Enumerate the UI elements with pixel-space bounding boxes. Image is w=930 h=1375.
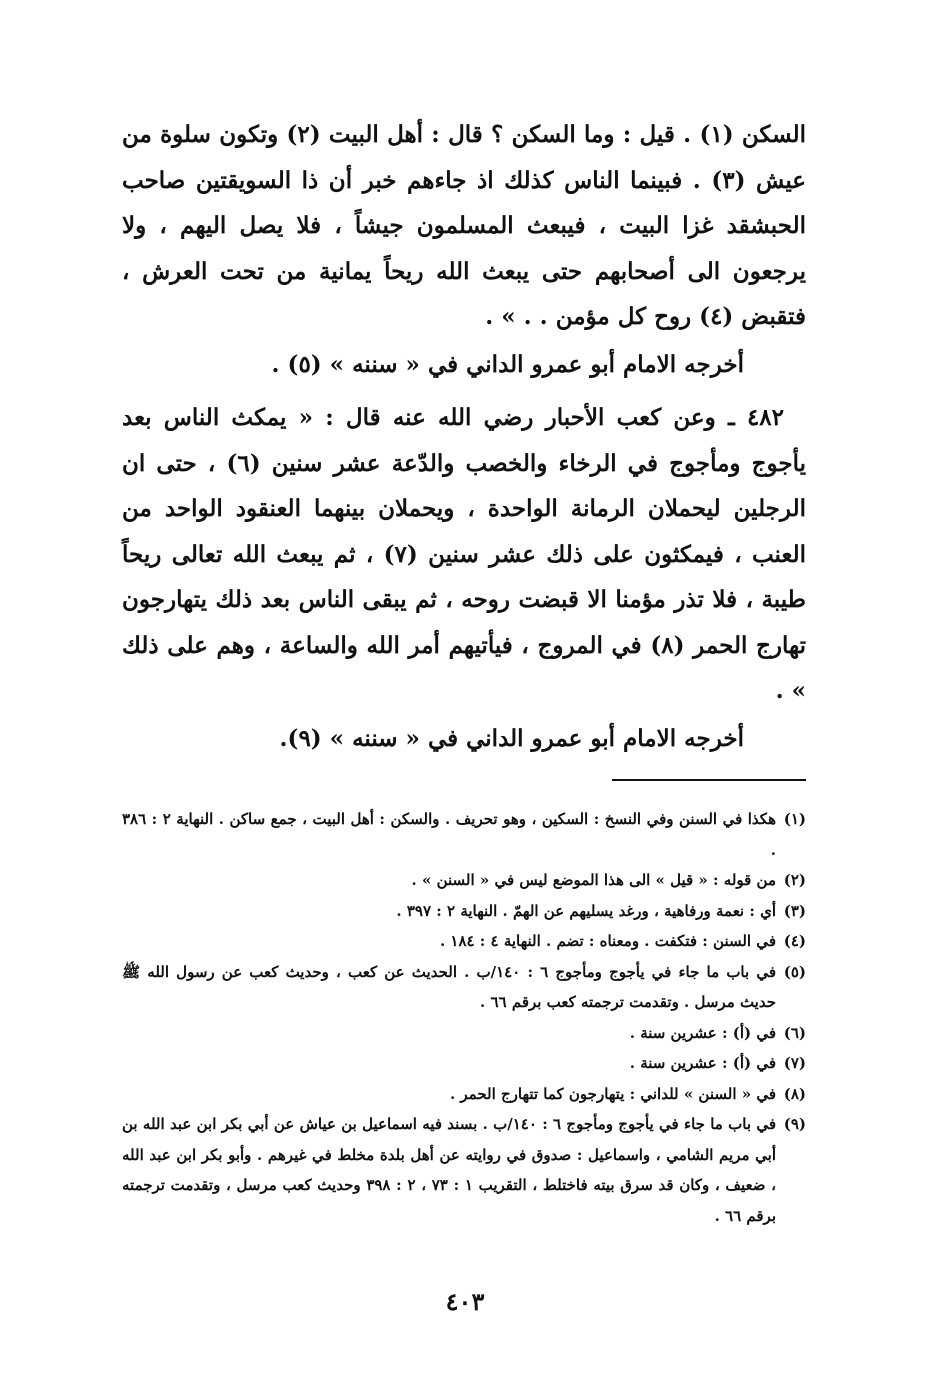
- hadith-text: ـ وعن كعب الأحبار رضي الله عنه قال : « يمكث الناس بعد يأجوج ومأجوج في الرخاء والخصب والدّعة عشر سنين (٦) ، حتى ان الرجلين ليحملان الرمانة الواحدة ، ويحملان بينهما العنقود الواحد من العنب ، فيمكثون على ذلك عشر سنين (٧) ، ثم يبعث الله تعالى ريحاً طيبة ، فلا تذر مؤمنا الا قبضت روحه ، ثم يبقى الناس بعد ذلك يتهارجون تهارج الحمر (٨) في المروج ، فيأتيهم أمر الله والساعة ، وهم على ذلك » .: [122, 404, 807, 704]
- footnote-marker: (٩): [783, 1115, 806, 1133]
- hadith-number: ٤٨٢: [746, 404, 784, 431]
- footnote-text: في باب ما جاء في يأجوج ومأجوج ٦ : ١٤٠/ب . الحديث عن كعب ، وحديث كعب عن رسول الله ﷺ حديث مرسل . وتقدمت ترجمته كعب برقم ٦٦ .: [122, 962, 777, 1011]
- footnote: [122, 1079, 806, 1110]
- footnote-marker: (٢): [783, 871, 806, 889]
- footnotes: [122, 804, 806, 1231]
- footnote-marker: (٥): [783, 962, 806, 981]
- footnote-text: في باب ما جاء في يأجوج ومأجوج ٦ : ١٤٠/ب . بسند فيه اسماعيل بن عياش عن أبي بكر ابن عبد الله بن أبي مريم الشامي ، واسماعيل : صدوق في روايته عن أهل بلدة مخلط في غيرهم . وأبو بكر ابن عبد الله ، ضعيف ، وكان قد سرق بيته فاختلط ، التقريب ١ : ٧٣ ، ٢ : ٣٩٨ وحديث كعب مرسل ، وتقدمت ترجمته برقم ٦٦ .: [122, 1115, 777, 1225]
- footnote: [122, 926, 806, 957]
- footnote: [122, 1109, 806, 1231]
- footnote: [122, 1018, 806, 1049]
- footnote-text: في (أ) : عشرين سنة .: [629, 1054, 776, 1072]
- footnote-text: من قوله : « قيل » الى هذا الموضع ليس في « السنن » .: [411, 871, 776, 889]
- footnote-marker: (٣): [783, 901, 806, 920]
- footnote-text: هكذا في السنن وفي النسخ : السكين ، وهو تحريف . والسكن : أهل البيت ، جمع ساكن . النهاية ٢ : ٣٨٦ .: [122, 810, 776, 859]
- footnote: [122, 865, 806, 896]
- footnote-text: أي : نعمة ورفاهية ، ورغد يسليهم عن الهمّ . النهاية ٢ : ٣٩٧ .: [396, 901, 776, 920]
- footnote-text: في (أ) : عشرين سنة .: [629, 1023, 776, 1042]
- footnote-text: في السنن : فتكفت . ومعناه : تضم . النهاية ٤ : ١٨٤ .: [439, 932, 776, 950]
- footnote-marker: (٧): [783, 1054, 806, 1072]
- footnote-marker: (٦): [783, 1023, 806, 1042]
- footnote-divider: [612, 779, 806, 781]
- source-citation-2: أخرجه الامام أبو عمرو الداني في « سننه » (٩).: [279, 724, 744, 752]
- main-text: [122, 112, 806, 769]
- paragraph-continuation: السكن (١) . قيل : وما السكن ؟ قال : أهل البيت (٢) وتكون سلوة من عيش (٣) . فبينما الناس كذلك اذ جاءهم خبر أن ذا السويقتين صاحب الحبشقد غزا البيت ، فيبعث المسلمون جيشاً ، فلا يصل اليهم ، ولا يرجعون الى أصحابهم حتى يبعث الله ريحاً يمانية من تحت العرش ، فتقبض (٤) روح كل مؤمن . . » .: [122, 121, 807, 330]
- footnote: [122, 957, 806, 1018]
- footnote: [122, 1048, 806, 1079]
- footnote-marker: (٤): [783, 932, 806, 950]
- hadith-paragraph: [122, 395, 806, 714]
- footnote-text: في « السنن » للداني : يتهارجون كما تتهارج الحمر .: [449, 1084, 776, 1103]
- page-number: ٤٠٣: [445, 1287, 485, 1316]
- source-citation-1: أخرجه الامام أبو عمرو الداني في « سننه » (٥) .: [271, 350, 744, 378]
- footnote-marker: (٨): [783, 1084, 806, 1103]
- footnote: [122, 896, 806, 927]
- footnote-marker: (١): [783, 810, 806, 828]
- footnote: [122, 804, 806, 865]
